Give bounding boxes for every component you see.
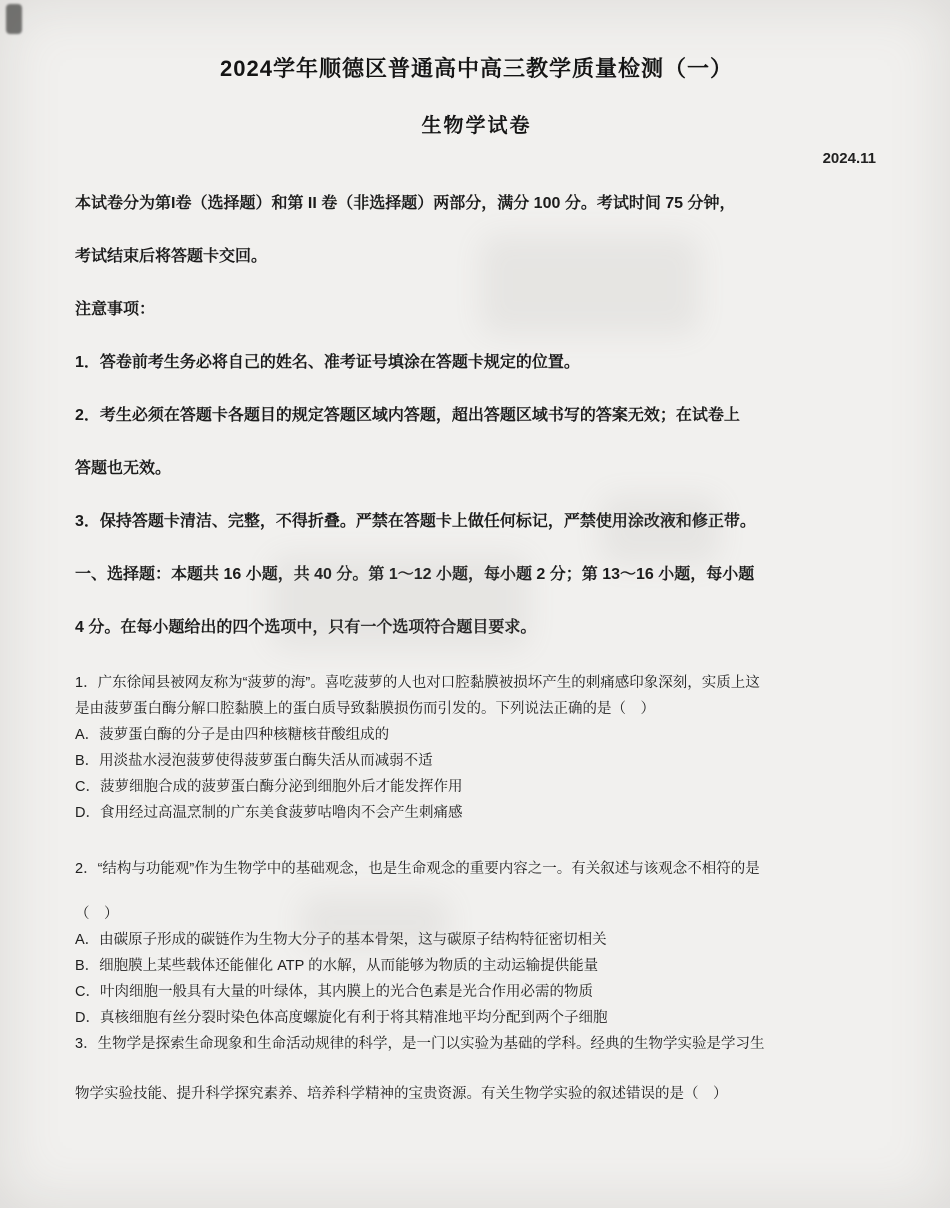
notice-item: 2．考生必须在答题卡各题目的规定答题区域内答题，超出答题区域书写的答案无效；在试卷上 [75,407,740,424]
corner-smudge-artifact [6,4,22,34]
section-heading-line: 4 分。在每小题给出的四个选项中，只有一个选项符合题目要求。 [75,619,537,636]
notice-item: 1．答卷前考生务必将自己的姓名、准考证号填涂在答题卡规定的位置。 [75,354,580,371]
option-a: A．由碳原子形成的碳链作为生物大分子的基本骨架，这与碳原子结构特征密切相关 [75,932,607,948]
notice-item-continuation: 答题也无效。 [75,460,172,477]
option-a: A．菠萝蛋白酶的分子是由四种核糖核苷酸组成的 [75,727,390,743]
exam-subject-title: 生物学试卷 [421,115,532,137]
question-stem-line: （ ） [75,906,119,922]
question-2 [75,856,878,1031]
exam-title: 2024学年顺德区普通高中高三教学质量检测（一） [220,56,733,81]
option-c: C．叶肉细胞一般具有大量的叶绿体，其内膜上的光合色素是光合作用必需的物质 [75,984,593,1000]
section-heading-line: 一、选择题：本题共 16 小题，共 40 分。第 1～12 小题，每小题 2 分；第 13～16 小题，每小题 [75,566,755,583]
question-stem-line: 是由菠萝蛋白酶分解口腔黏膜上的蛋白质导致黏膜损伤而引发的。下列说法正确的是（ ） [75,701,655,717]
option-d: D．食用经过高温烹制的广东美食菠萝咕噜肉不会产生刺痛感 [75,805,463,821]
intro-line: 考试结束后将答题卡交回。 [75,248,268,265]
question-stem-line: 物学实验技能、提升科学探究素养、培养科学精神的宝贵资源。有关生物学实验的叙述错误的是（ ） [75,1086,728,1102]
option-c: C．菠萝细胞合成的菠萝蛋白酶分泌到细胞外后才能发挥作用 [75,779,463,795]
option-b: B．用淡盐水浸泡菠萝使得菠萝蛋白酶失活从而减弱不适 [75,753,433,769]
question-3 [75,1031,878,1107]
question-1 [75,670,878,826]
exam-date: 2024.11 [822,150,876,167]
option-b: B．细胞膜上某些载体还能催化 ATP 的水解，从而能够为物质的主动运输提供能量 [75,958,599,974]
question-stem-line: 1．广东徐闻县被网友称为“菠萝的海”。喜吃菠萝的人也对口腔黏膜被损坏产生的刺痛感印象深刻，实质上这 [75,675,760,691]
question-stem-line: 2．“结构与功能观”作为生物学中的基础观念，也是生命观念的重要内容之一。有关叙述与该观念不相符的是 [75,861,760,877]
option-d: D．真核细胞有丝分裂时染色体高度螺旋化有利于将其精准地平均分配到两个子细胞 [75,1010,608,1026]
question-stem-line: 3．生物学是探索生命现象和生命活动规律的科学，是一门以实验为基础的学科。经典的生物学实验是学习生 [75,1036,765,1052]
intro-line: 本试卷分为第I卷（选择题）和第 II 卷（非选择题）两部分，满分 100 分。考试时间 75 分钟， [75,195,736,212]
notices-heading: 注意事项： [75,301,156,318]
notice-item: 3．保持答题卡清洁、完整，不得折叠。严禁在答题卡上做任何标记，严禁使用涂改液和修正带。 [75,513,756,530]
